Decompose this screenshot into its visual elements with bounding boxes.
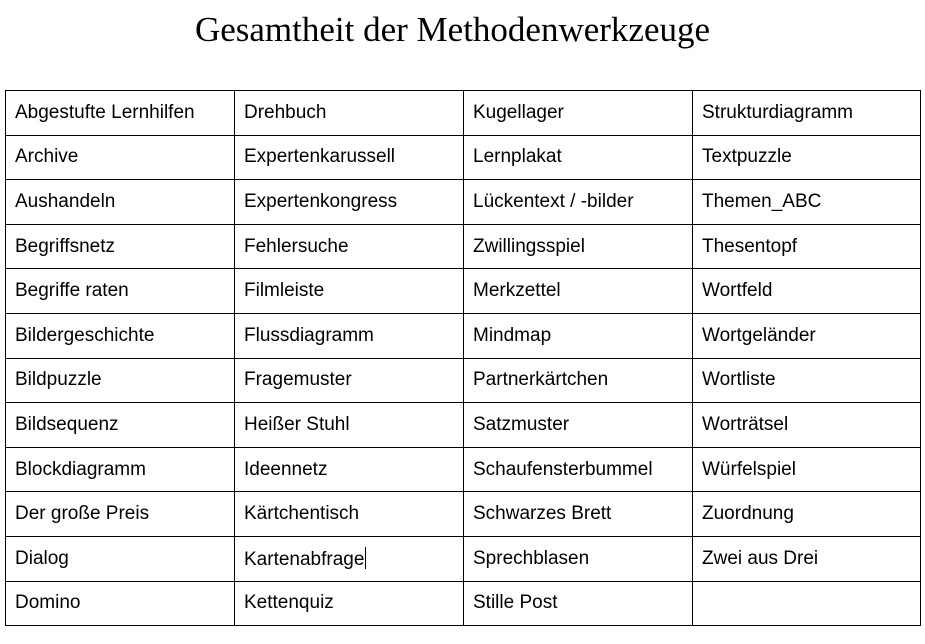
table-row (6, 492, 921, 537)
table-cell: Themen_ABC (693, 180, 921, 225)
table-cell: Archive (6, 135, 235, 180)
table-cell: Kugellager (464, 91, 693, 136)
table-cell: Bildergeschichte (6, 313, 235, 358)
table-cell: Fehlersuche (235, 224, 464, 269)
table-cell-empty (693, 581, 921, 626)
table-cell: Wortliste (693, 358, 921, 403)
table-cell: Heißer Stuhl (235, 403, 464, 448)
table-row (6, 403, 921, 448)
table-cell: Expertenkongress (235, 180, 464, 225)
table-row (6, 135, 921, 180)
table-row (6, 358, 921, 403)
table-cell: Aushandeln (6, 180, 235, 225)
table-cell: Merkzettel (464, 269, 693, 314)
table-cell: Abgestufte Lernhilfen (6, 91, 235, 136)
table-cell: Der große Preis (6, 492, 235, 537)
table-cell: Bildpuzzle (6, 358, 235, 403)
table-cell: Dialog (6, 536, 235, 581)
table-cell: Zwei aus Drei (693, 536, 921, 581)
cell-text: Kartenabfrage (244, 548, 365, 570)
methods-table (5, 90, 921, 626)
table-cell: Textpuzzle (693, 135, 921, 180)
table-row (6, 447, 921, 492)
table-cell: Kettenquiz (235, 581, 464, 626)
table-cell: Filmleiste (235, 269, 464, 314)
table-row (6, 313, 921, 358)
table-cell: Zuordnung (693, 492, 921, 537)
table-cell: Würfelspiel (693, 447, 921, 492)
table-cell: Begriffe raten (6, 269, 235, 314)
methods-table-body (6, 91, 921, 626)
table-cell: Lückentext / -bilder (464, 180, 693, 225)
table-cell: Satzmuster (464, 403, 693, 448)
table-cell: Stille Post (464, 581, 693, 626)
table-cell: Mindmap (464, 313, 693, 358)
table-cell: Schaufensterbummel (464, 447, 693, 492)
table-row (6, 91, 921, 136)
table-cell: Fragemuster (235, 358, 464, 403)
table-cell: Domino (6, 581, 235, 626)
table-row (6, 536, 921, 581)
table-cell: Strukturdiagramm (693, 91, 921, 136)
table-row (6, 269, 921, 314)
table-cell: Drehbuch (235, 91, 464, 136)
table-cell: Thesentopf (693, 224, 921, 269)
table-row (6, 180, 921, 225)
page-title: Gesamtheit der Methodenwerkzeuge (194, 10, 711, 49)
table-cell: Worträtsel (693, 403, 921, 448)
table-cell: Wortgeländer (693, 313, 921, 358)
table-cell: Ideennetz (235, 447, 464, 492)
text-cursor (365, 547, 366, 569)
table-cell: Kärtchentisch (235, 492, 464, 537)
table-cell: Bildsequenz (6, 403, 235, 448)
table-cell: Expertenkarussell (235, 135, 464, 180)
table-cell: Lernplakat (464, 135, 693, 180)
table-cell: Zwillingsspiel (464, 224, 693, 269)
table-cell: Wortfeld (693, 269, 921, 314)
table-cell: Begriffsnetz (6, 224, 235, 269)
table-cell: Sprechblasen (464, 536, 693, 581)
table-cell-editing[interactable] (235, 536, 464, 581)
table-cell: Schwarzes Brett (464, 492, 693, 537)
table-cell: Blockdiagramm (6, 447, 235, 492)
table-row (6, 224, 921, 269)
table-cell: Partnerkärtchen (464, 358, 693, 403)
table-row (6, 581, 921, 626)
table-cell: Flussdiagramm (235, 313, 464, 358)
